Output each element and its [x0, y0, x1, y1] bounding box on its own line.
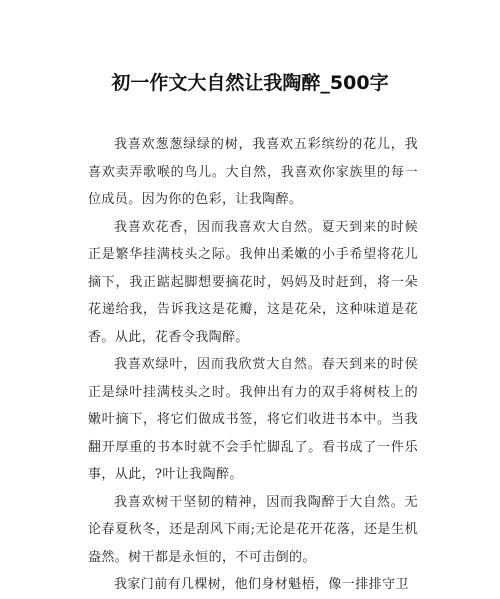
paragraph: 我喜欢绿叶，因而我欣赏大自然。春天到来的时侯正是绿叶挂满枝头之时。我伸出有力的双手将树枝上的嫩叶摘下，将它们做成书签，将它们收进书本中。当我翻开厚重的书本时就不会手忙脚乱了。看书成了一件乐事，从此，?叶让我陶醉。	[88, 357, 418, 482]
paragraph: 我家门前有几棵树，他们身材魁梧，像一排排守卫	[114, 577, 409, 592]
document-body	[88, 131, 418, 599]
document-title: 初一作文大自然让我陶醉_500字	[111, 72, 389, 94]
paragraph: 我喜欢树干坚韧的精神，因而我陶醉于大自然。无论春夏秋冬，还是刮风下雨;无论是花开花落，还是生机盎然。树干都是永恒的，不可击倒的。	[88, 494, 418, 565]
paragraph: 我喜欢葱葱绿绿的树，我喜欢五彩缤纷的花儿，我喜欢卖弄歌喉的鸟儿。大自然，我喜欢你家族里的每一位成员。因为你的色彩，让我陶醉。	[88, 137, 418, 207]
paragraph: 我喜欢花香，因而我喜欢大自然。夏天到来的时候正是繁华挂满枝头之际。我伸出柔嫩的小手希望将花儿摘下，我正踮起脚想要摘花时，妈妈及时赶到，将一朵花递给我，告诉我这是花瓣，这是花朵，这种味道是花香。从此，花香令我陶醉。	[88, 219, 418, 345]
